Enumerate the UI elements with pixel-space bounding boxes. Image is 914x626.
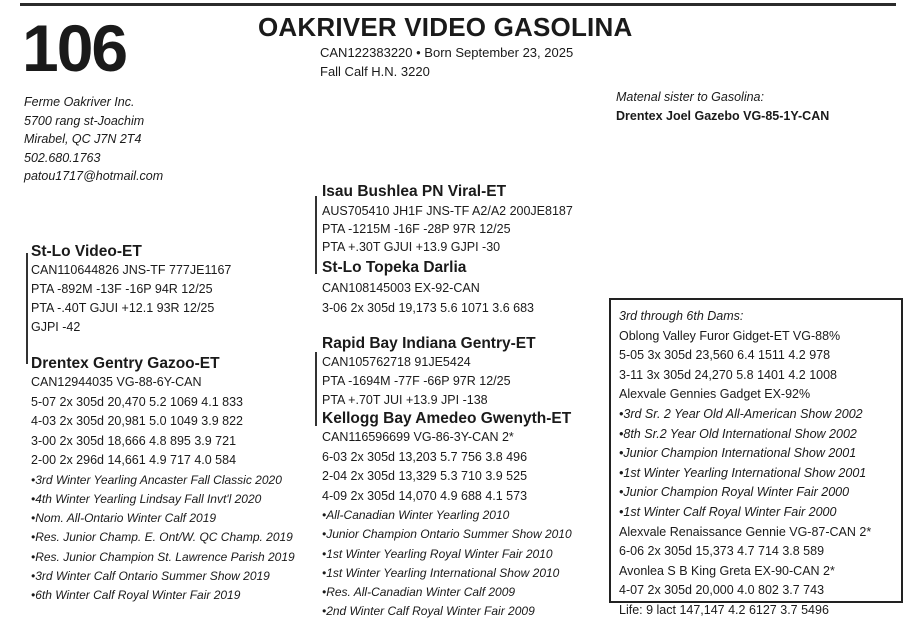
dam-line: 4-03 2x 305d 20,981 5.0 1049 3.9 822 xyxy=(31,414,243,428)
fifth-dam-line: 6-06 2x 305d 15,373 4.7 714 3.8 589 xyxy=(619,544,825,559)
fourth-dam-name: Alexvale Gennies Gadget EX-92% xyxy=(619,387,811,402)
owner-city: Mirabel, QC J7N 2T4 xyxy=(24,132,142,146)
sire-sire-line: PTA +.30T GJUI +13.9 GJPI -30 xyxy=(322,240,501,254)
fifth-dam-name: Alexvale Renaissance Gennie VG-87-CAN 2* xyxy=(619,524,872,539)
fourth-dam-honor: •8th Sr.2 Year Old International Show 2002 xyxy=(619,426,857,441)
sire-sire-block xyxy=(322,183,573,256)
sire-line: CAN110644826 JNS-TF 777JE1167 xyxy=(31,263,232,277)
sire-parents-connector xyxy=(315,196,317,274)
top-rule xyxy=(20,3,896,6)
sister-note-label: Matenal sister to Gasolina: xyxy=(616,90,764,104)
dam-dam-block xyxy=(322,410,572,622)
sire-name: St-Lo Video-ET xyxy=(31,243,142,260)
sire-sire-line: AUS705410 JH1F JNS-TF A2/A2 200JE8187 xyxy=(322,204,573,218)
third-dam-name: Oblong Valley Furor Gidget-ET VG-88% xyxy=(619,328,841,343)
dam-sire-block xyxy=(322,335,536,410)
sire-dam-line: 3-06 2x 305d 19,173 5.6 1071 3.6 683 xyxy=(322,301,534,315)
animal-birth-info: Fall Calf H.N. 3220 xyxy=(320,64,430,79)
lot-number: 106 xyxy=(22,11,127,85)
fourth-dam-honor: •Junior Champion Royal Winter Fair 2000 xyxy=(619,485,850,500)
fourth-dam-honor: •3rd Sr. 2 Year Old All-American Show 2002 xyxy=(619,406,863,421)
dam-honor: •Res. Junior Champ. E. Ont/W. QC Champ. 2019 xyxy=(31,530,293,545)
dam-dam-honor: •2nd Winter Calf Royal Winter Fair 2009 xyxy=(322,604,535,619)
dam-honor: •Nom. All-Ontario Winter Calf 2019 xyxy=(31,511,217,526)
fourth-dam-honor: •1st Winter Yearling International Show 2001 xyxy=(619,465,867,480)
sister-note-name: Drentex Joel Gazebo VG-85-1Y-CAN xyxy=(616,109,830,123)
sixth-dam-lifetime: Life: 9 lact 147,147 4.2 6127 3.7 5496 xyxy=(619,602,829,617)
dam-block xyxy=(31,355,295,606)
dam-sire-line: PTA +.70T JUI +13.9 JPI -138 xyxy=(322,393,488,407)
dam-dam-line: CAN116596699 VG-86-3Y-CAN 2* xyxy=(322,430,514,444)
animal-name: OAKRIVER VIDEO GASOLINA xyxy=(258,12,633,42)
owner-farm: Ferme Oakriver Inc. xyxy=(24,95,135,109)
dam-dam-honor: •Junior Champion Ontario Summer Show 2010 xyxy=(322,527,572,542)
dam-dam-honor: •1st Winter Yearling International Show 2010 xyxy=(322,565,560,580)
sire-dam-name: St-Lo Topeka Darlia xyxy=(322,259,467,276)
dam-honor: •4th Winter Yearling Lindsay Fall Invt'l 2020 xyxy=(31,491,262,506)
dam-dam-line: 4-09 2x 305d 14,070 4.9 688 4.1 573 xyxy=(322,488,528,503)
fourth-dam-honor: •Junior Champion International Show 2001 xyxy=(619,446,857,461)
dam-honor: •3rd Winter Calf Ontario Summer Show 2019 xyxy=(31,568,270,583)
sire-line: PTA -.40T GJUI +12.1 93R 12/25 xyxy=(31,301,215,315)
dam-parents-connector xyxy=(315,352,317,426)
dam-dam-honor: •All-Canadian Winter Yearling 2010 xyxy=(322,508,510,522)
dam-line: 2-00 2x 296d 14,661 4.9 717 4.0 584 xyxy=(31,453,237,467)
sister-note xyxy=(616,88,829,126)
sire-line: GJPI -42 xyxy=(31,320,81,334)
sire-dam-connector xyxy=(26,253,28,364)
extended-dams-box xyxy=(609,298,903,617)
dam-dam-honor: •Res. All-Canadian Winter Calf 2009 xyxy=(322,585,516,600)
sire-line: PTA -892M -13F -16P 94R 12/25 xyxy=(31,282,213,296)
sire-block xyxy=(31,243,231,337)
dam-line: CAN12944035 VG-88-6Y-CAN xyxy=(31,375,202,389)
dam-dam-line: 6-03 2x 305d 13,203 5.7 756 3.8 496 xyxy=(322,449,528,464)
dam-line: 3-00 2x 305d 18,666 4.8 895 3.9 721 xyxy=(31,433,237,448)
sixth-dam-line: 4-07 2x 305d 20,000 4.0 802 3.7 743 xyxy=(619,583,825,598)
dam-honor: •6th Winter Calf Royal Winter Fair 2019 xyxy=(31,588,241,603)
dam-dam-honor: •1st Winter Yearling Royal Winter Fair 2010 xyxy=(322,546,553,561)
dam-dam-name: Kellogg Bay Amedeo Gwenyth-ET xyxy=(322,410,572,427)
owner-phone: 502.680.1763 xyxy=(24,150,101,165)
sire-dam-block xyxy=(322,259,534,318)
owner-email[interactable]: patou1717@hotmail.com xyxy=(24,169,164,183)
owner-address: 5700 rang st-Joachim xyxy=(24,113,145,128)
box-heading: 3rd through 6th Dams: xyxy=(619,309,744,323)
animal-registration: CAN122383220 • Born September 23, 2025 xyxy=(320,45,574,60)
dam-sire-name: Rapid Bay Indiana Gentry-ET xyxy=(322,335,536,352)
dam-line: 5-07 2x 305d 20,470 5.2 1069 4.1 833 xyxy=(31,394,243,409)
owner-block xyxy=(24,93,163,186)
dam-honor: •3rd Winter Yearling Ancaster Fall Classic 2020 xyxy=(31,472,282,487)
dam-sire-line: CAN105762718 91JE5424 xyxy=(322,355,471,369)
fourth-dam-honor: •1st Winter Calf Royal Winter Fair 2000 xyxy=(619,504,837,519)
third-dam-line: 5-05 3x 305d 23,560 6.4 1511 4.2 978 xyxy=(619,348,831,363)
sire-sire-name: Isau Bushlea PN Viral-ET xyxy=(322,183,507,200)
third-dam-line: 3-11 3x 305d 24,270 5.8 1401 4.2 1008 xyxy=(619,367,838,382)
dam-honor: •Res. Junior Champion St. Lawrence Parish 2019 xyxy=(31,549,295,564)
dam-dam-line: 2-04 2x 305d 13,329 5.3 710 3.9 525 xyxy=(322,469,528,483)
dam-name: Drentex Gentry Gazoo-ET xyxy=(31,355,220,372)
dam-sire-line: PTA -1694M -77F -66P 97R 12/25 xyxy=(322,374,511,388)
sire-sire-line: PTA -1215M -16F -28P 97R 12/25 xyxy=(322,222,511,236)
sixth-dam-name: Avonlea S B King Greta EX-90-CAN 2* xyxy=(619,563,835,578)
sire-dam-line: CAN108145003 EX-92-CAN xyxy=(322,281,480,295)
